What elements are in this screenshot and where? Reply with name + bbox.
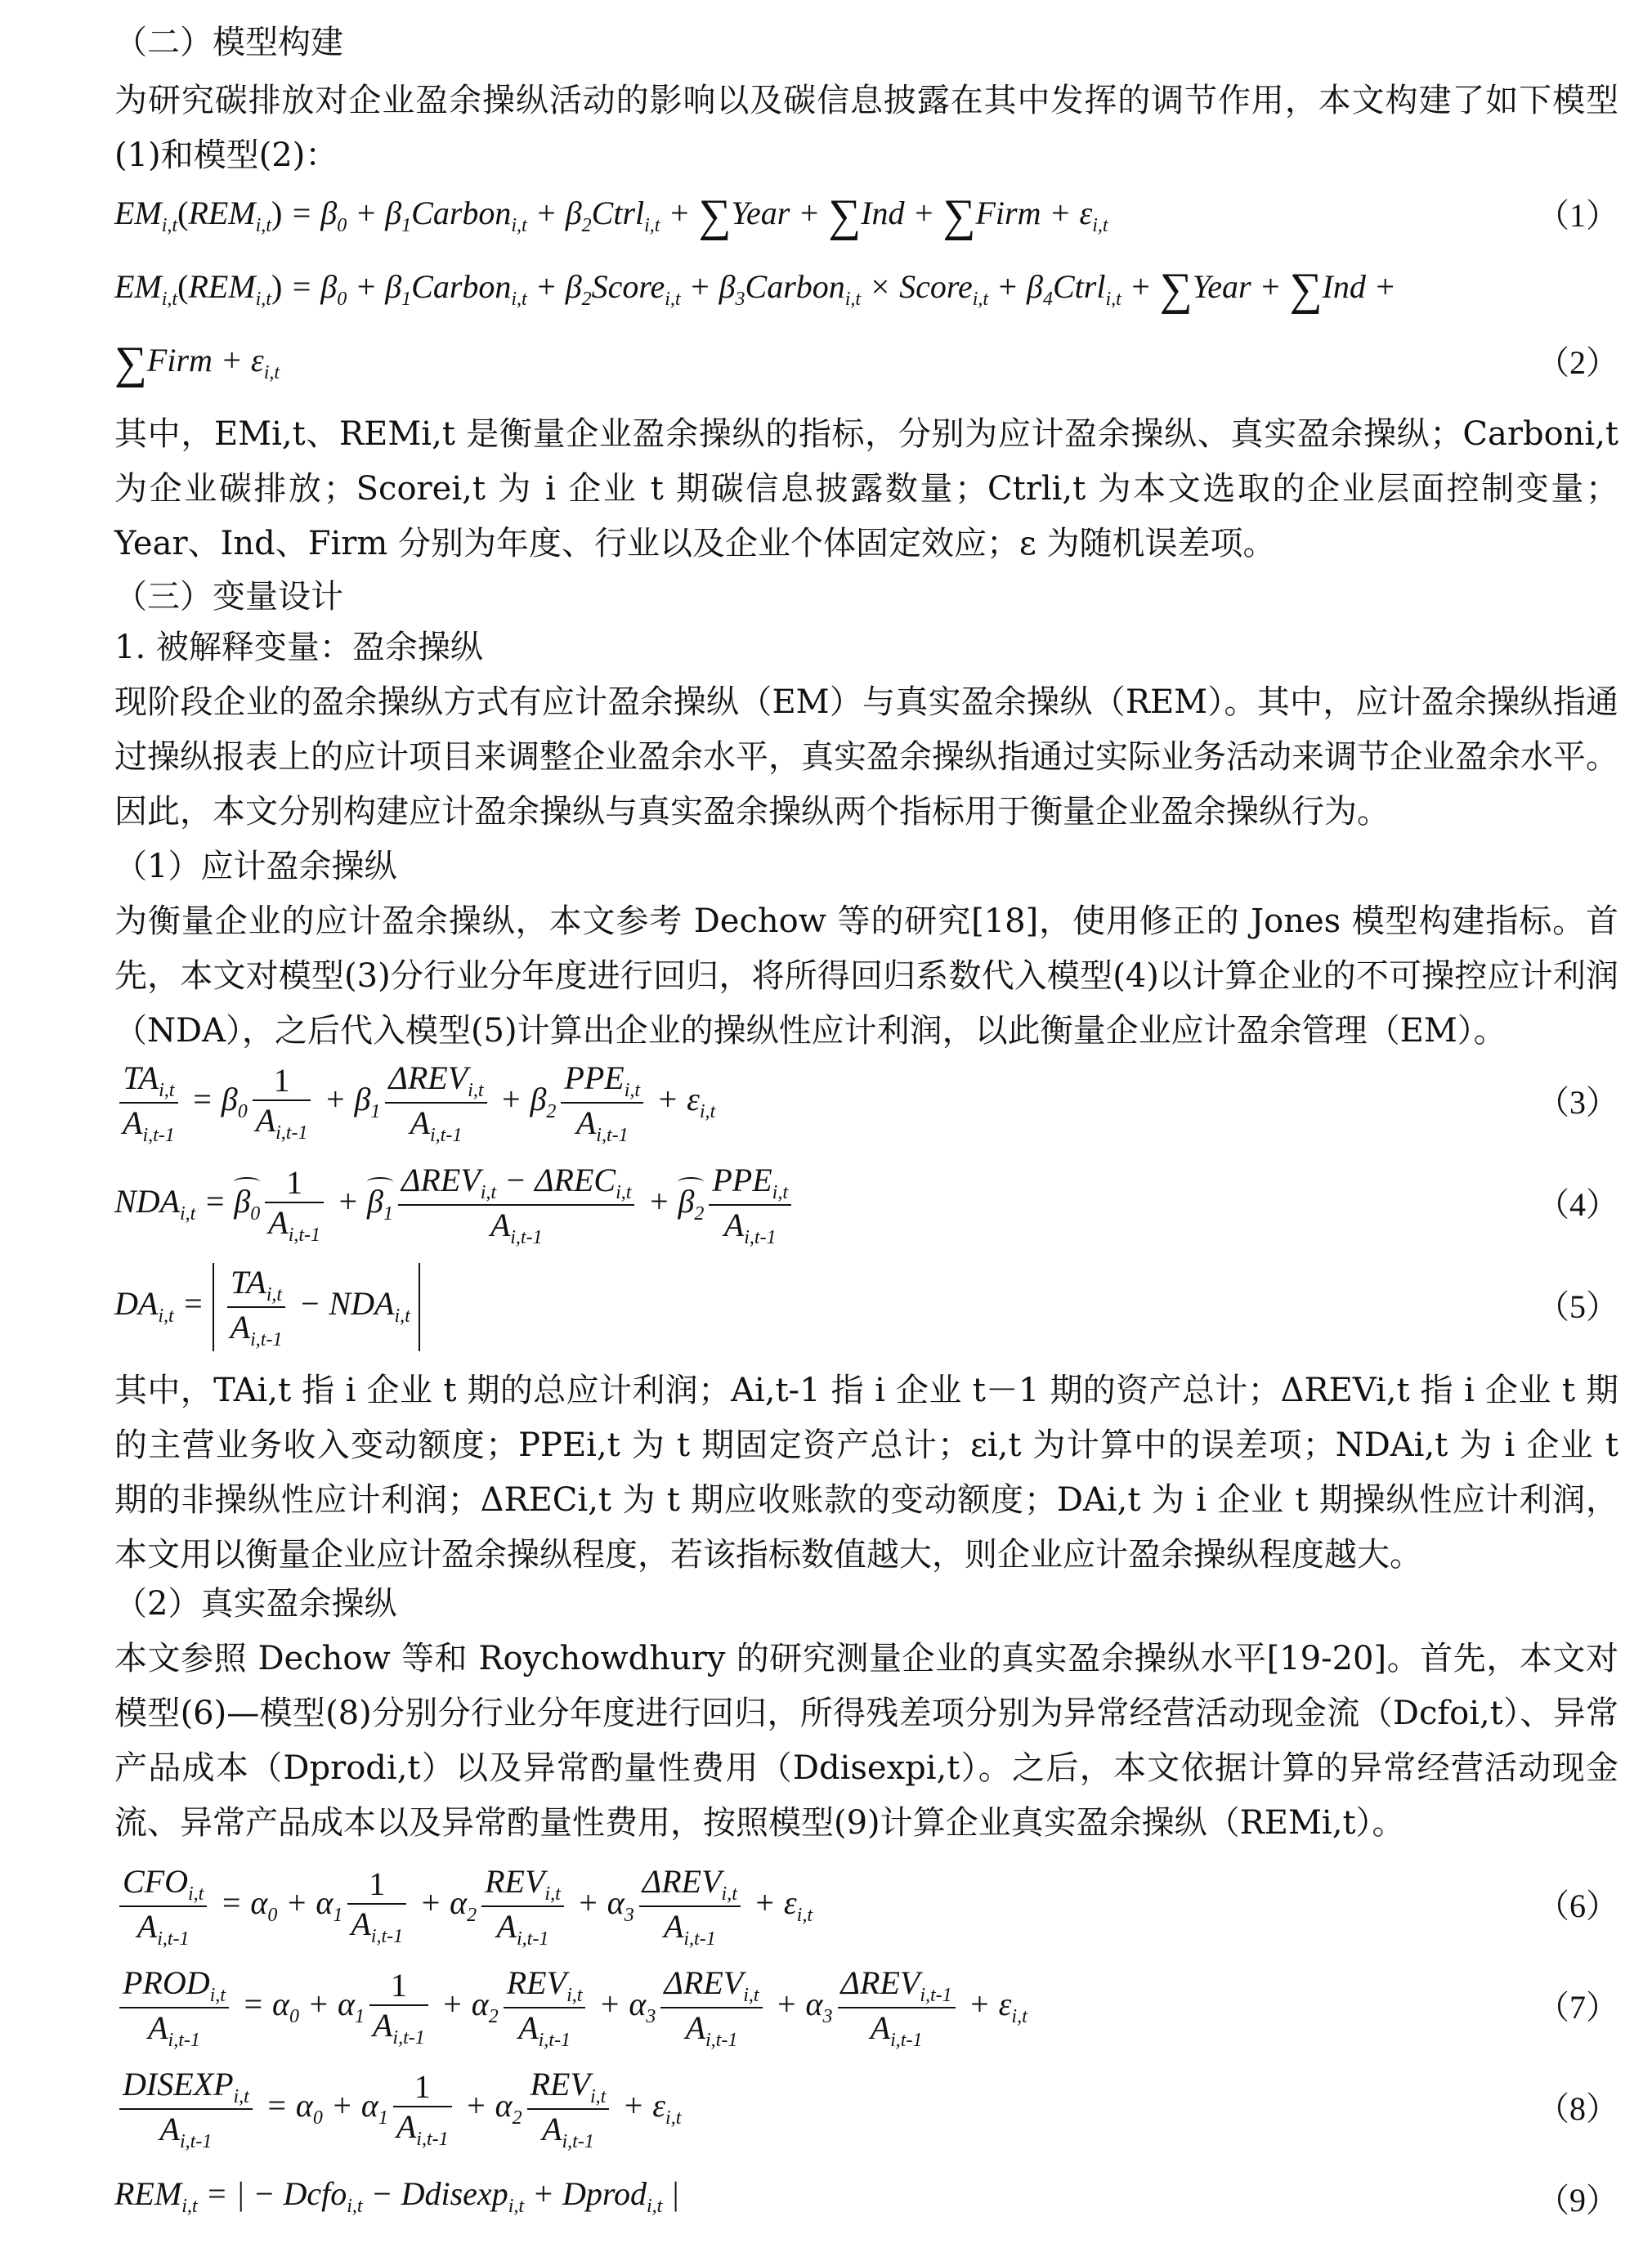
equation-7-body: $\frac{PROD_{i,t}}{A_{i,t-1}}$ = $\alpha_0 + \alpha_1$ $\frac{1}{A_{i,t-1}}$ + $\alpha_2$ $\frac{REV_{i,t}}{A_{i,t-1}}$ + $\alpha_3$ $\frac{\Delta REV_{i,t}}{A_{i,t-1}}$ + $\alpha_3$ $\frac{\Delta REV_{i,t-1}}{A_{i,t-1}}$ + $\varepsilon_{i,t}$ (114, 1964, 1027, 2052)
paragraph-variables-def: 其中，EMi,t、REMi,t 是衡量企业盈余操纵的指标，分别为应计盈余操纵、真实盈余操纵；Carboni,t 为企业碳排放；Scorei,t 为 i 企业 t 期碳信息披露数量；Ctrli,t 为本文选取的企业层面控制变量；Year、Ind、Firm 分别为年度、行业以及企业个体固定效应；ε 为随机误差项。 (114, 415, 1618, 562)
equation-2 (114, 263, 1618, 337)
paragraph-accrual: 为衡量企业的应计盈余操纵，本文参考 Dechow 等的研究[18]，使用修正的 Jones 模型构建指标。首先，本文对模型(3)分行业分年度进行回归，将所得回归系数代入模型(4)以计算企业的不可操控应计利润（NDA），之后代入模型(5)计算出企业的操纵性应计利润，以此衡量企业应计盈余管理（EM）。 (114, 902, 1618, 1050)
equation-8-number: （8） (1537, 2090, 1618, 2127)
equation-1-number: （1） (1537, 197, 1618, 234)
equation-8-body: $\frac{DISEXP_{i,t}}{A_{i,t-1}}$ = $\alpha_0 + \alpha_1$ $\frac{1}{A_{i,t-1}}$ + $\alpha_2$ $\frac{REV_{i,t}}{A_{i,t-1}}$ + $\varepsilon_{i,t}$ (114, 2065, 681, 2153)
equation-3-body: $\frac{TA_{i,t}}{A_{i,t-1}}$ = $\beta_0$ $\frac{1}{A_{i,t-1}}$ + $\beta_1$ $\frac{\Delta REV_{i,t}}{A_{i,t-1}}$ + $\beta_2$ $\frac{PPE_{i,t}}{A_{i,t-1}}$ + $\varepsilon_{i,t}$ (114, 1059, 715, 1147)
paragraph-intro: 为研究碳排放对企业盈余操纵活动的影响以及碳信息披露在其中发挥的调节作用，本文构建了如下模型(1)和模型(2)： (114, 82, 1618, 174)
equation-2-number: （2） (1537, 344, 1618, 381)
equation-5-body: $DA_{i,t}$ = $\frac{TA_{i,t}}{A_{i,t-1}}$ − $NDA_{i,t}$ (114, 1263, 420, 1351)
equation-4 (114, 1161, 1618, 1248)
equation-2-cont: ∑Firm + $\varepsilon_{i,t}$ （2） (114, 338, 1618, 388)
paragraph-real: 本文参照 Dechow 等和 Roychowdhury 的研究测量企业的真实盈余操纵水平[19-20]。首先，本文对模型(6)—模型(8)分别分行业分年度进行回归，所得残差项分别为异常经营活动现金流（Dcfoi,t）、异常产品成本（Dprodi,t）以及异常酌量性费用（Ddisexpi,t）。之后，本文依据计算的异常经营活动现金流、异常产品成本以及异常酌量性费用，按照模型(9)计算企业真实盈余操纵（REMi,t）。 (114, 1640, 1618, 1842)
equation-9-body: $REM_{i,t}$ = | − Dcfo$_{i,t}$ − Ddisexp$_{i,t}$ + Dprod$_{i,t}$ | (114, 2175, 680, 2217)
equation-4-body: $NDA_{i,t} = \beta_0$ $\frac{1}{A_{i,t-1}}$ + $\beta_1$ $\frac{\Delta REV_{i,t} - \Delta REC_{i,t}}{A_{i,t-1}}$ + $\beta_2$ $\frac{PPE_{i,t}}{A_{i,t-1}}$ (114, 1161, 796, 1249)
equation-4-number: （4） (1537, 1186, 1618, 1223)
equation-6 (114, 1862, 1618, 1950)
subsection-accrual: （1）应计盈余操纵 (114, 848, 397, 885)
equation-6-body: $\frac{CFO_{i,t}}{A_{i,t-1}}$ = $\alpha_0 + \alpha_1$ $\frac{1}{A_{i,t-1}}$ + $\alpha_2$ $\frac{REV_{i,t}}{A_{i,t-1}}$ + $\alpha_3$ $\frac{\Delta REV_{i,t}}{A_{i,t-1}}$ + $\varepsilon_{i,t}$ (114, 1862, 813, 1950)
equation-6-number: （6） (1537, 1888, 1618, 1924)
paragraph-em-intro: 现阶段企业的盈余操纵方式有应计盈余操纵（EM）与真实盈余操纵（REM）。其中，应计盈余操纵指通过操纵报表上的应计项目来调整企业盈余水平，真实盈余操纵指通过实际业务活动来调节企业盈余水平。因此，本文分别构建应计盈余操纵与真实盈余操纵两个指标用于衡量企业盈余操纵行为。 (114, 683, 1618, 831)
section-heading-model: （二）模型构建 (114, 24, 343, 61)
equation-5-number: （5） (1537, 1288, 1618, 1325)
equation-3-number: （3） (1537, 1084, 1618, 1121)
subsection-1: 1. 被解释变量：盈余操纵 (114, 629, 483, 666)
equation-9 (114, 2174, 1618, 2248)
equation-7-number: （7） (1537, 1989, 1618, 2026)
equation-5 (114, 1263, 1618, 1350)
equation-2-body: $EM_{i,t}(REM_{i,t}) = \beta_0$ + $\beta_1Carbon_{i,t}$ + $\beta_2Score_{i,t}$ + $\beta_3Carbon_{i,t}$ × Score$_{i,t}$ + $\beta_4Ctrl_{i,t}$ + ∑Year + ∑Ind + (114, 264, 1396, 315)
subsection-real: （2）真实盈余操纵 (114, 1585, 397, 1623)
equation-3 (114, 1059, 1618, 1146)
equation-1 (114, 190, 1618, 263)
section-heading-variables: （三）变量设计 (114, 578, 343, 616)
equation-1-body: $EM_{i,t}(REM_{i,t}) = \beta_0$ + $\beta_1Carbon_{i,t}$ + $\beta_2Ctrl_{i,t}$ + ∑Year + ∑Ind + ∑Firm + $\varepsilon_{i,t}$ (114, 190, 1108, 241)
equation-7 (114, 1964, 1618, 2051)
paragraph-accrual-def: 其中，TAi,t 指 i 企业 t 期的总应计利润；Ai,t-1 指 i 企业 t－1 期的资产总计；ΔREVi,t 指 i 企业 t 期的主营业务收入变动额度；PPEi,t 为 t 期固定资产总计；εi,t 为计算中的误差项；NDAi,t 为 i 企业 t 期的非操纵性应计利润；ΔRECi,t 为 t 期应收账款的变动额度；DAi,t 为 i 企业 t 期操纵性应计利润，本文用以衡量企业应计盈余操纵程度，若该指标数值越大，则企业应计盈余操纵程度越大。 (114, 1372, 1618, 1574)
equation-9-number: （9） (1537, 2182, 1618, 2219)
equation-8 (114, 2065, 1618, 2152)
